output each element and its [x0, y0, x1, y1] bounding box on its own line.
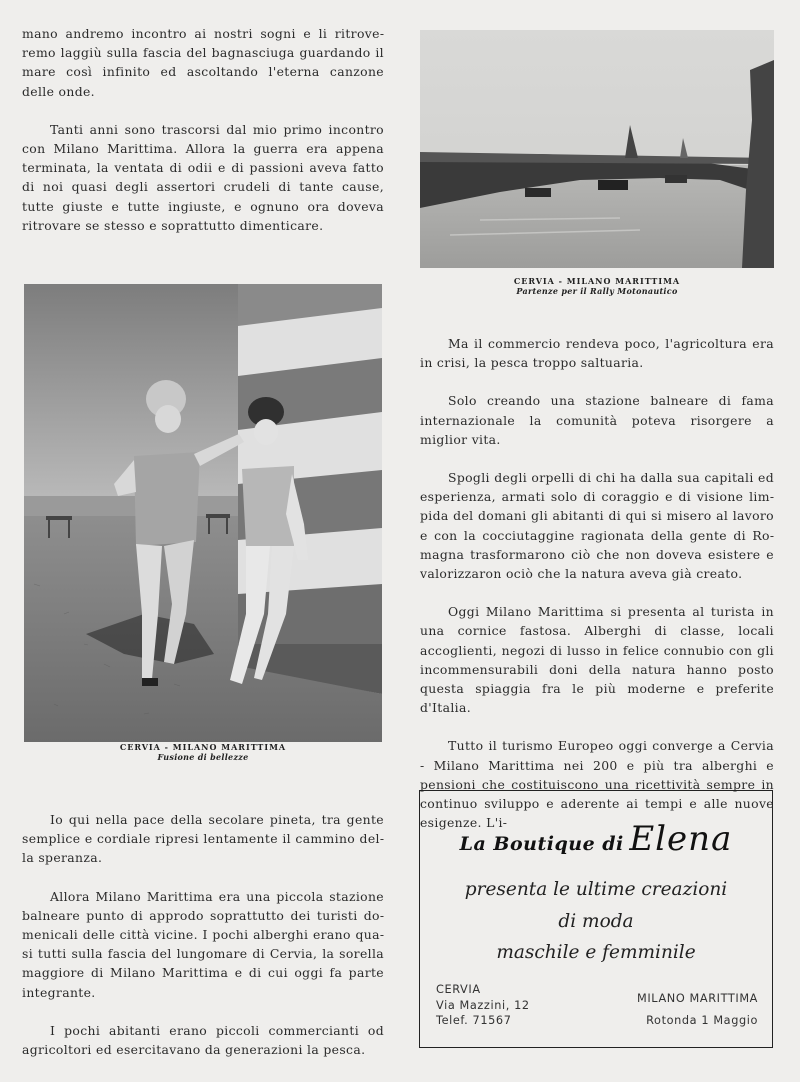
boutique-advertisement — [419, 790, 773, 1048]
caption-beach-women — [24, 742, 382, 762]
ad-line-1: presenta le ultime creazioni — [464, 879, 728, 900]
beach-women-image — [24, 284, 382, 742]
caption-place: CERVIA - MILANO MARITTIMA — [119, 742, 287, 752]
paragraph: Oggi Milano Marittima si presenta al turista in una cornice fastosa. Alberghi di classe, locali accoglienti, negozi di lusso in felice connubio con gli incommensurabili doni della natura hanno posto questa spiaggia fra le più moderne e preferite d'Italia. — [420, 604, 774, 716]
motorboat-rally-image — [420, 30, 774, 268]
photo-beach-women — [24, 284, 382, 742]
ad-left-phone: Telef. 71567 — [436, 1014, 512, 1027]
ad-address-right — [637, 991, 758, 1028]
paragraph: Spogli degli orpelli di chi ha dalla sua capitali ed esperienza, armati solo di coraggio e di visione limpida del domani gli abitanti di qui si misero al lavoro e con la cocciutaggine ragionata della gente di Romagna trasformarono ciò che non doveva esistere e valorizzaron ociò che la natura aveva già creato. — [420, 470, 774, 582]
paragraph: I pochi abitanti erano piccoli commercianti od agricoltori ed esercitavano da generazioni la pesca. — [22, 1022, 384, 1058]
ad-left-city: CERVIA — [436, 983, 481, 996]
article-column-right — [420, 334, 774, 851]
ad-line-2: di moda — [558, 911, 634, 932]
ad-title-prefix: La Boutique di — [459, 833, 624, 855]
article-column-left-top — [22, 24, 384, 254]
paragraph: Solo creando una stazione balneare di fama internazionale la comunità poteva risorgere a miglior vita. — [420, 393, 774, 447]
paragraph: Io qui nella pace della secolare pineta, tra gente semplice e cordiale ripresi lentamente il cammino della speranza. — [22, 812, 384, 866]
ad-title-name: Elena — [629, 819, 733, 859]
paragraph: Ma il commercio rendeva poco, l'agricoltura era in crisi, la pesca troppo saltuaria. — [420, 336, 774, 371]
ad-line-3: maschile e femminile — [496, 942, 696, 963]
paragraph: mano andremo incontro ai nostri sogni e li ritroveremo laggiù sulla fascia del bagnasciuga guardando il mare così infinito ed ascoltando l'eterna canzone delle onde. — [22, 26, 384, 99]
caption-motorboat-rally — [420, 276, 774, 296]
ad-address-left — [436, 982, 530, 1029]
caption-description: Fusione di bellezze — [157, 752, 249, 762]
caption-place: CERVIA - MILANO MARITTIMA — [513, 276, 681, 286]
caption-description: Partenze per il Rally Motonautico — [516, 286, 678, 296]
ad-right-street: Rotonda 1 Maggio — [646, 1013, 758, 1027]
paragraph: Tutto il turismo Europeo oggi converge a Cervia - Milano Marittima nei 200 e più tra alberghi e pensioni che costituiscono una ricettività sempre in continuo sviluppo e aderente ai tempi e alle nuove esigenze. L'i- — [420, 738, 774, 831]
ad-title — [420, 819, 772, 859]
paragraph: Tanti anni sono trascorsi dal mio primo incontro con Milano Marittima. Allora la guerra era appena terminata, la ventata di odii e di passioni aveva fatto di noi quasi degli assertori crudeli di tante cause, tutte giuste e tutte ingiuste, e ognuno ora doveva ritrovare se stesso e soprattutto dimenticare. — [22, 121, 384, 233]
paragraph: Allora Milano Marittima era una piccola stazione balneare punto di approdo soprattutto dei turisti domenicali delle città vicine. I pochi alberghi erano quasi tutti sulla fascia del lungomare di Cervia, la sorella maggiore di Milano Marittima e di cui oggi fa parte integrante. — [22, 888, 384, 1000]
article-column-left-bottom — [22, 810, 384, 1078]
ad-left-street: Via Mazzini, 12 — [436, 998, 530, 1012]
ad-right-city: MILANO MARITTIMA — [637, 992, 758, 1005]
photo-motorboat-rally — [420, 30, 774, 268]
